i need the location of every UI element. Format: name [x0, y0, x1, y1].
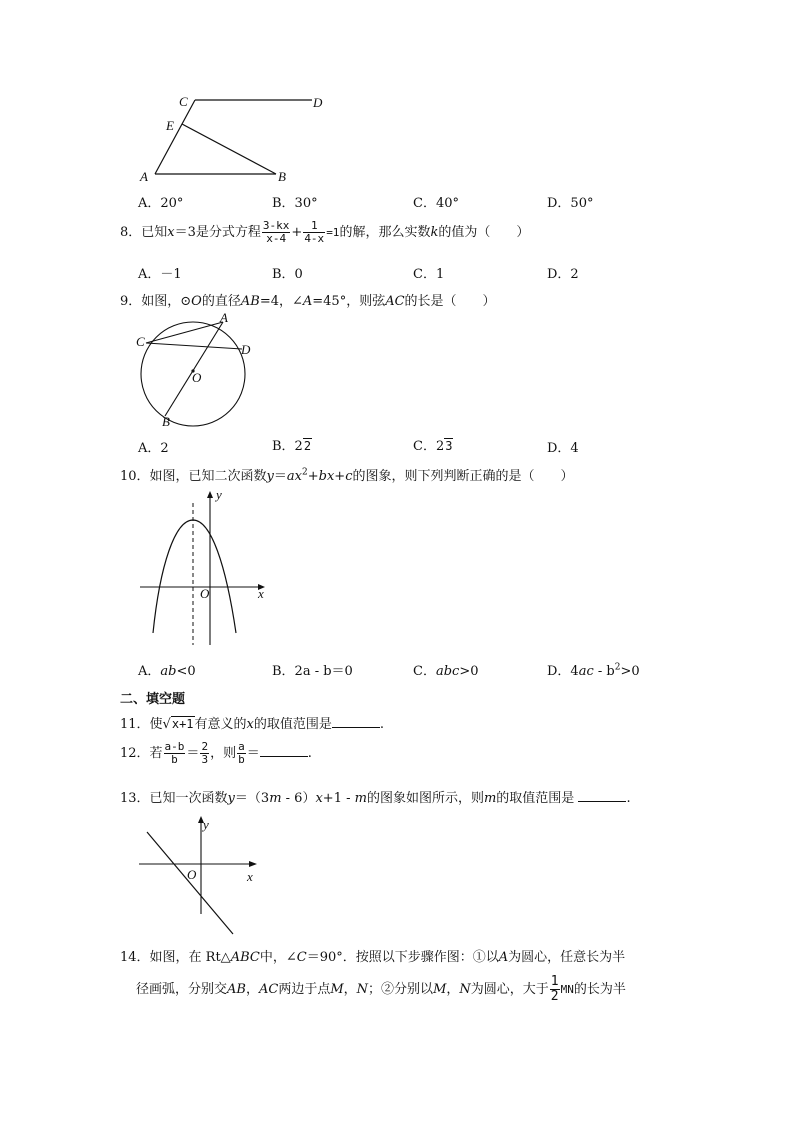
- q8-option-a: A．－1: [138, 267, 182, 282]
- q9-option-b-text: B．2: [272, 439, 303, 454]
- q13-answer-blank[interactable]: [578, 789, 626, 802]
- q11-text-c: 的取值范围是: [253, 717, 332, 732]
- label-a: A: [140, 169, 148, 184]
- q12-f1-num: a-b: [164, 740, 185, 753]
- q10-func-eq: ＝: [273, 469, 287, 484]
- q12-f3-num: a: [238, 740, 245, 753]
- label-b: B: [278, 169, 286, 184]
- q14-m: M: [330, 982, 344, 997]
- q13-text-a: 13．已知一次函数: [120, 791, 228, 806]
- q14-line2-b: 两边于点: [278, 982, 331, 997]
- q14-line1-a: 14．如图，在 Rt△: [120, 950, 231, 965]
- x-axis-arrow: [249, 861, 257, 867]
- q11-end: .: [379, 717, 385, 732]
- parabola: [153, 520, 236, 633]
- q12-f2-den: 3: [201, 753, 209, 766]
- q10-opt-a-it: ab: [160, 664, 177, 679]
- q11-stem: [120, 713, 384, 732]
- q14-half-den: 2: [550, 989, 559, 1004]
- q12-answer-blank[interactable]: [260, 744, 308, 757]
- q14-line1-c: ＝90°．按照以下步骤作图：①以: [306, 950, 499, 965]
- q13-text-d: +1 -: [322, 791, 355, 806]
- q9-o: O: [191, 294, 202, 309]
- q12-fraction-3: [237, 741, 246, 766]
- segment-eb: [182, 124, 276, 174]
- q8-suffix: 的解，那么实数: [339, 225, 431, 240]
- q10-opt-c-it: abc: [435, 664, 460, 679]
- q11-radicand: x+1: [171, 717, 194, 731]
- q14-line-2: [136, 975, 626, 1004]
- q7-option-d: D．50°: [547, 196, 594, 211]
- q10-opt-d-rest: >0: [620, 664, 640, 679]
- q14-comma-3: ，: [446, 982, 460, 997]
- q13-m2: m: [354, 791, 367, 806]
- q12-eq2: ＝: [246, 746, 260, 761]
- q8-frac2-den: 4-x: [304, 232, 325, 245]
- q10-opt-c-rest: >0: [459, 664, 479, 679]
- q13-end: .: [626, 791, 631, 806]
- q12-f3-den: b: [238, 753, 245, 766]
- q9-ab: AB: [240, 294, 260, 309]
- q9-option-a: A．2: [138, 441, 169, 456]
- q8-option-b: B．0: [272, 267, 303, 282]
- q12-eq: ＝: [186, 746, 200, 761]
- q13-figure: [135, 810, 265, 938]
- label-e: E: [166, 118, 174, 133]
- q7-option-c: C．40°: [413, 196, 459, 211]
- q10-opt-d-sup: 2: [614, 662, 621, 673]
- q14-mn: MN: [560, 983, 574, 996]
- q10-opt-c-text: C．: [413, 664, 436, 679]
- q14-line2-e: 的长为半: [573, 982, 626, 997]
- q14-fraction-half: [550, 975, 560, 1004]
- q14-line1-d: 为圆心，任意长为半: [508, 950, 626, 965]
- q14-comma: ，: [245, 982, 259, 997]
- chord-cd: [146, 343, 242, 349]
- section-heading-fill-in: 二、填空题: [120, 692, 186, 707]
- q9-figure: [130, 312, 260, 432]
- q13-y: y: [227, 791, 235, 806]
- q14-line1-b: 中，∠: [259, 950, 297, 965]
- q14-c: C: [296, 950, 307, 965]
- q14-n: N: [356, 982, 369, 997]
- q13-text-c: - 6）: [281, 791, 316, 806]
- q14-abc: ABC: [230, 950, 260, 965]
- q10-opt-d-it: ac: [578, 664, 594, 679]
- q7-figure: [130, 88, 340, 188]
- label-x: x: [247, 869, 253, 884]
- q14-line-1: [120, 946, 625, 965]
- q8-option-d: D．2: [547, 267, 579, 282]
- q14-line2-c: ；②分别以: [368, 982, 434, 997]
- q11-x: x: [246, 717, 254, 732]
- q10-option-b: B．2a - b＝0: [272, 664, 353, 679]
- q12-f2-num: 2: [201, 740, 209, 753]
- q8-mid: ＝3是分式方程: [174, 225, 261, 240]
- q9-option-c: [413, 435, 453, 454]
- q9-option-d: D．4: [547, 441, 579, 456]
- q13-m3: m: [483, 791, 497, 806]
- q9-option-b: [272, 435, 312, 454]
- q10-opt-a-text: A．: [138, 664, 161, 679]
- q14-ac: AC: [258, 982, 279, 997]
- q9-text-c: =4，∠: [259, 294, 303, 309]
- q14-a: A: [498, 950, 509, 965]
- q8-frac2-num: 1: [303, 220, 325, 233]
- q9-text-d: =45°，则弦: [312, 294, 386, 309]
- q13-stem: [120, 787, 631, 806]
- q9-stem: [120, 290, 496, 309]
- label-y: y: [203, 817, 209, 832]
- q10-figure: [135, 485, 275, 650]
- q10-func-sup: 2: [302, 467, 308, 478]
- q8-x: x: [167, 225, 175, 240]
- q13-x: x: [315, 791, 323, 806]
- label-x: x: [258, 586, 264, 601]
- q10-opt-d-text: D．4: [547, 664, 579, 679]
- q9-sqrt-3: 3: [445, 439, 453, 453]
- q13-text-f: 的取值范围是: [496, 791, 579, 806]
- q11-text-b: 有意义的: [194, 717, 247, 732]
- q8-stem: [120, 220, 529, 246]
- q10-option-a: [138, 660, 196, 679]
- q14-comma-2: ，: [343, 982, 357, 997]
- q10-option-c: [413, 660, 478, 679]
- q10-opt-d-mid: - b: [593, 664, 615, 679]
- q7-option-b: B．30°: [272, 196, 318, 211]
- label-c: C: [136, 334, 145, 349]
- diameter-ab: [165, 322, 223, 416]
- q8-end: 的值为（ ）: [438, 225, 530, 240]
- q14-n2: N: [459, 982, 471, 997]
- q9-text-e: 的长是（ ）: [404, 294, 496, 309]
- q13-text-b: ＝（3: [234, 791, 270, 806]
- q10-opt-a-rest: <0: [176, 664, 196, 679]
- label-c: C: [179, 94, 188, 109]
- q10-text-b: 的图象，则下列判断正确的是（ ）: [352, 469, 574, 484]
- q14-m2: M: [433, 982, 447, 997]
- label-y: y: [216, 487, 222, 502]
- q10-func-y: y: [266, 469, 274, 484]
- q12-text-a: 12．若: [120, 746, 163, 761]
- q10-func-rest: +bx+c: [307, 469, 353, 484]
- y-axis-arrow: [207, 491, 213, 498]
- q14-line2-a: 径画弧，分别交: [136, 982, 228, 997]
- q14-line2-d: 为圆心，大于: [470, 982, 549, 997]
- q7-option-a: A．20°: [138, 196, 184, 211]
- q8-frac1-den: x-4: [266, 232, 287, 245]
- q9-sqrt-2: 2: [303, 439, 312, 453]
- label-o: O: [192, 370, 202, 385]
- function-line: [147, 832, 233, 934]
- q8-fraction-1: [262, 220, 291, 245]
- q8-plus: +: [291, 225, 303, 240]
- q9-text-b: 的直径: [201, 294, 241, 309]
- q11-answer-blank[interactable]: [332, 715, 380, 728]
- segment-ca: [155, 100, 195, 174]
- q8-prefix: 8．已知: [120, 225, 168, 240]
- q14-half-num: 1: [550, 974, 559, 989]
- q10-text-a: 10．如图，已知二次函数: [120, 469, 267, 484]
- q12-fraction-1: [164, 741, 186, 766]
- q12-fraction-2: [200, 741, 209, 766]
- q12-end: .: [307, 746, 312, 761]
- q13-text-e: 的图象如图所示，则: [366, 791, 484, 806]
- q11-text-a: 11．使: [120, 717, 163, 732]
- q9-ac: AC: [385, 294, 405, 309]
- q14-ab: AB: [227, 982, 246, 997]
- q9-text-a: 9．如图，⊙: [120, 294, 192, 309]
- label-o: O: [187, 867, 197, 882]
- label-o: O: [200, 586, 210, 601]
- q10-option-d: [547, 660, 640, 679]
- q9-option-c-text: C．2: [413, 439, 445, 454]
- q10-stem: [120, 465, 574, 484]
- q12-f1-den: b: [171, 753, 178, 766]
- q10-func-ax: ax: [286, 469, 303, 484]
- label-a: A: [220, 312, 228, 325]
- label-d: D: [241, 342, 251, 357]
- q8-k: k: [430, 225, 439, 240]
- q12-stem: [120, 740, 312, 768]
- label-b: B: [162, 414, 170, 429]
- q11-sqrt-sign: √: [162, 717, 171, 732]
- q13-m1: m: [269, 791, 282, 806]
- q12-text-b: ，则: [210, 746, 237, 761]
- q8-option-c: C．1: [413, 267, 445, 282]
- q9-a: A: [302, 294, 313, 309]
- label-d: D: [313, 95, 323, 110]
- q8-eq: =1: [326, 226, 340, 239]
- q8-fraction-2: [303, 220, 325, 245]
- q8-frac1-num: 3-kx: [262, 219, 290, 232]
